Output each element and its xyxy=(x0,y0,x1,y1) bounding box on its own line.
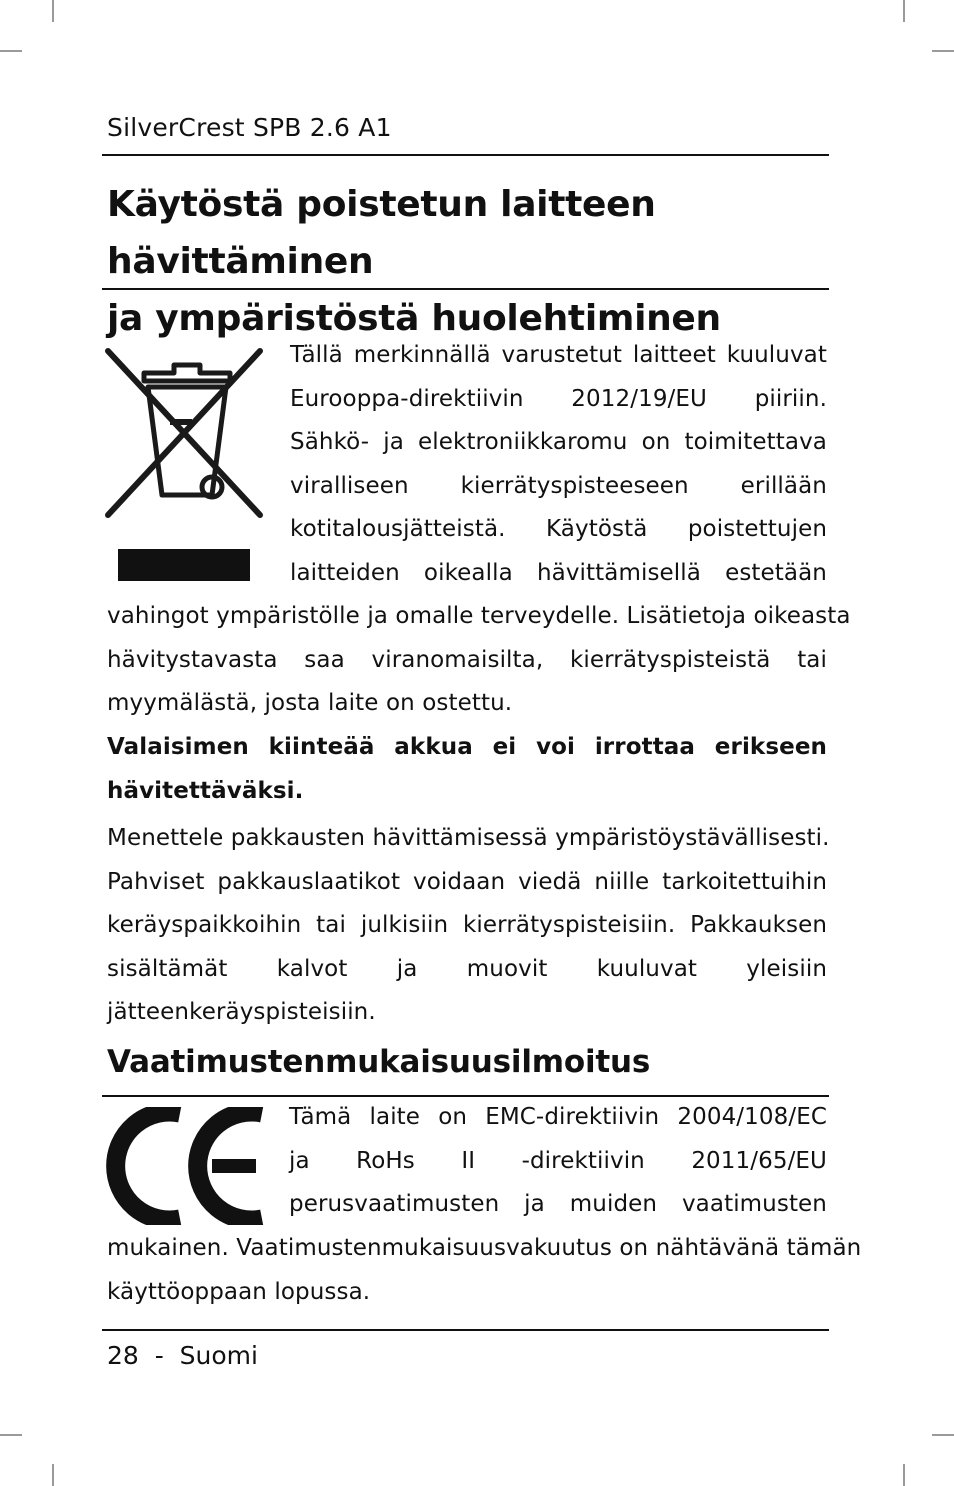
conformity-paragraph-continued xyxy=(107,1227,862,1314)
crop-mark xyxy=(0,1434,22,1436)
crop-mark xyxy=(903,0,905,22)
section-heading-disposal xyxy=(107,176,829,347)
conformity-paragraph-wrapped xyxy=(289,1096,827,1227)
text-line: hävitystavasta saa viranomaisilta, kierrätyspisteistä tai xyxy=(107,646,827,673)
text-line: Tällä merkinnällä varustetut laitteet kuuluvat xyxy=(290,342,827,368)
crop-mark xyxy=(903,1464,905,1486)
text-line: sisältämät kalvot ja muovit kuuluvat yleisiin xyxy=(107,955,827,982)
text-line: hävitettäväksi. xyxy=(107,777,304,804)
text-line: Tämä laite on EMC-direktiivin 2004/108/EC xyxy=(289,1104,827,1130)
footer-separator: - xyxy=(154,1341,164,1370)
running-header: SilverCrest SPB 2.6 A1 xyxy=(107,113,392,142)
heading-rule xyxy=(102,288,829,290)
crop-mark xyxy=(932,1434,954,1436)
text-line: ja RoHs II -direktiivin 2011/65/EU xyxy=(289,1147,827,1174)
text-line: perusvaatimusten ja muiden vaatimusten xyxy=(289,1191,827,1217)
heading-line: ja ympäristöstä huolehtiminen xyxy=(107,298,721,339)
text-line: käyttöoppaan lopussa. xyxy=(107,1278,371,1305)
crop-mark xyxy=(52,0,54,22)
crop-mark xyxy=(0,50,22,52)
page-number: 28 xyxy=(107,1341,139,1370)
page-footer xyxy=(107,1341,258,1371)
heading-line: Käytöstä poistetun laitteen hävittäminen xyxy=(107,184,656,282)
crossed-out-wheeled-bin-icon xyxy=(102,345,266,585)
text-line: Sähkö- ja elektroniikkaromu on toimitettava xyxy=(290,429,827,455)
header-rule xyxy=(102,154,829,156)
text-line: vahingot ympäristölle ja omalle terveydelle. Lisätietoja oikeasta xyxy=(107,603,851,629)
crop-mark xyxy=(932,50,954,52)
text-line: Pahviset pakkauslaatikot voidaan viedä niille tarkoitettuihin xyxy=(107,868,827,895)
battery-note xyxy=(107,726,827,813)
weee-paragraph-wrapped xyxy=(290,334,827,595)
text-line: viralliseen kierrätyspisteeseen erillään xyxy=(290,472,827,499)
text-line: myymälästä, josta laite on ostettu. xyxy=(107,690,513,716)
footer-rule xyxy=(102,1329,829,1331)
text-line: jätteenkeräyspisteisiin. xyxy=(107,999,376,1025)
text-line: kotitalousjätteistä. Käytöstä poistettujen xyxy=(290,516,827,542)
text-line: mukainen. Vaatimustenmukaisuusvakuutus on nähtävänä tämän xyxy=(107,1235,862,1261)
text-line: laitteiden oikealla hävittämisellä estetään xyxy=(290,559,827,586)
text-line: Menettele pakkausten hävittämisessä ympäristöystävällisesti. xyxy=(107,825,830,851)
crop-mark xyxy=(52,1464,54,1486)
footer-language: Suomi xyxy=(179,1341,258,1370)
packaging-paragraph xyxy=(107,817,830,1035)
text-line: Eurooppa-direktiivin 2012/19/EU piiriin. xyxy=(290,385,827,412)
text-line: keräyspaikkoihin tai julkisiin kierrätyspisteisiin. Pakkauksen xyxy=(107,912,827,938)
text-line: Valaisimen kiinteää akkua ei voi irrottaa erikseen xyxy=(107,734,827,760)
section-heading-conformity: Vaatimustenmukaisuusilmoitus xyxy=(107,1044,651,1080)
weee-paragraph-continued xyxy=(107,595,851,726)
ce-mark-icon xyxy=(100,1107,268,1225)
